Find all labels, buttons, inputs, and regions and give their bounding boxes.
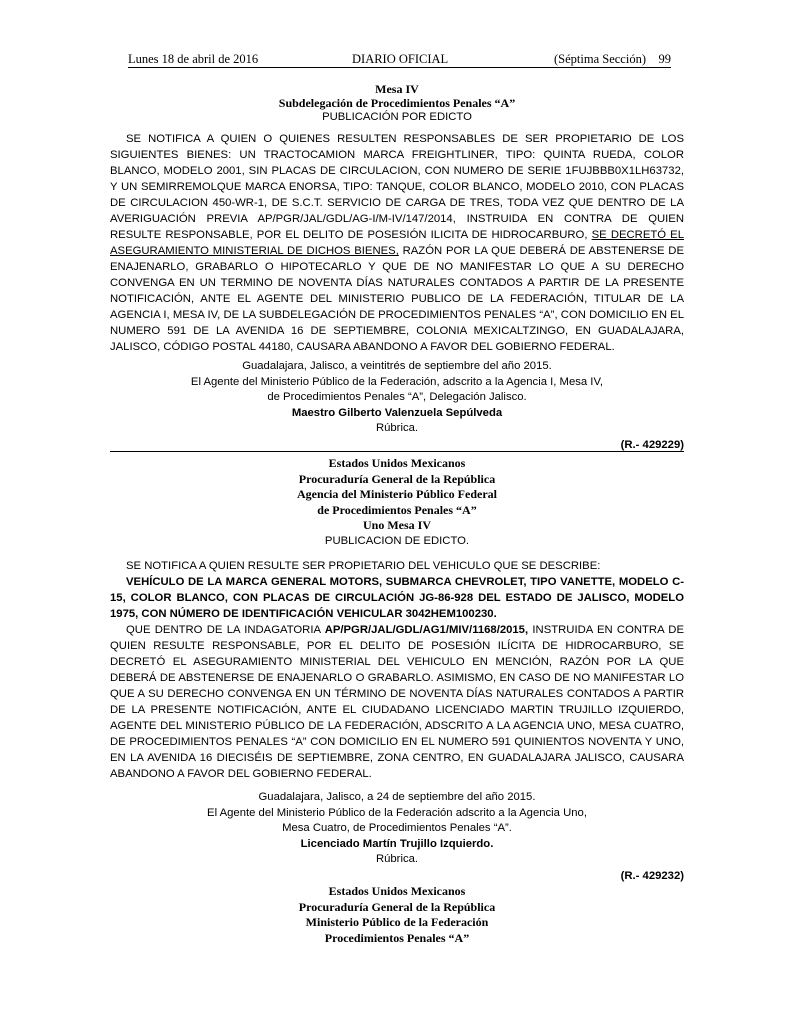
notice-2-reference: (R.- 429232) [620, 869, 684, 882]
notice-2-sign-office: Mesa Cuatro, de Procedimientos Penales “A”. [282, 822, 512, 834]
header-section-page [554, 52, 671, 67]
notice-2-body-part-a: QUE DENTRO DE LA INDAGATORIA [126, 624, 325, 636]
notice-2-heading-country: Estados Unidos Mexicanos [328, 456, 466, 470]
notice-2-heading-publicacion: PUBLICACION DE EDICTO. [324, 534, 470, 547]
notice-1-sign-office: de Procedimientos Penales “A”, Delegación Jalisco. [267, 391, 527, 403]
notice-1-signature-block [110, 359, 684, 437]
notice-1-signer-name: Maestro Gilberto Valenzuela Sepúlveda [291, 406, 503, 419]
notice-2-rubrica: Rúbrica. [375, 853, 419, 865]
notice-2-heading-mesa: Uno Mesa IV [363, 518, 431, 532]
notice-1-body [110, 131, 684, 355]
notice-3-heading-procedimientos: Procedimientos Penales “A” [324, 930, 470, 945]
notice-2-body [110, 622, 684, 782]
notice-2-sign-agent: El Agente del Ministerio Público de la Federación adscrito a la Agencia Uno, [207, 806, 587, 819]
notice-2-intro: SE NOTIFICA A QUIEN RESULTE SER PROPIETARIO DEL VEHICULO QUE SE DESCRIBE: [126, 560, 601, 572]
notice-2-heading-procuraduria: Procuraduría General de la República [298, 471, 496, 486]
notice-2-heading-agencia: Agencia del Ministerio Público Federal [297, 487, 497, 501]
notice-1-sign-agent: El Agente del Ministerio Público de la Federación, adscrito a la Agencia I, Mesa IV, [190, 375, 604, 388]
notice-1-heading-publicacion: PUBLICACIÓN POR EDICTO [322, 111, 472, 123]
notice-2-signature-block [110, 790, 684, 868]
notice-3-heading-ministerio: Ministerio Público de la Federación [305, 915, 489, 929]
notice-1-body-underlined: SE DECRETÓ EL ASEGURAMIENTO MINISTERIAL DE DICHOS BIENES, [110, 229, 684, 257]
notice-1-sign-place-date: Guadalajara, Jalisco, a veintitrés de septiembre del año 2015. [242, 360, 552, 372]
notice-1-heading-mesa: Mesa IV [375, 82, 419, 96]
header-rule [128, 67, 671, 68]
notice-2-case-number: AP/PGR/JAL/GDL/AG1/MIV/1168/2015, [324, 624, 529, 636]
notice-2-heading-procedimientos: de Procedimientos Penales “A” [317, 502, 477, 517]
notice-1-reference: (R.- 429229) [620, 438, 684, 451]
notice-2-signer-name: Licenciado Martín Trujillo Izquierdo. [300, 837, 494, 850]
notice-3-heading-country: Estados Unidos Mexicanos [328, 884, 466, 898]
notice-3-heading-procuraduria: Procuraduría General de la República [298, 899, 496, 914]
notice-1-rubrica: Rúbrica. [375, 422, 419, 434]
notice-1-heading-subdelegacion: Subdelegación de Procedimientos Penales “A” [278, 96, 516, 110]
notice-divider [110, 451, 684, 452]
notice-2-body-part-b: INSTRUIDA EN CONTRA DE QUIEN RESULTE RESPONSABLE, POR EL DELITO DE POSESIÓN ILÍCITA DE HIDROCARBURO, SE DECRETÓ EL ASEGURAMIENTO MINISTERIAL DEL VEHICULO EN MENCIÓN, RAZÓN POR LA QUE DEBERÁ DE ABSTENERSE DE ENAJENARLO O GRABARLO. ASIMISMO, EN CASO DE NO MANIFESTAR LO QUE A SU DERECHO CONVENGA EN UN TÉRMINO DE NOVENTA DÍAS NATURALES CONTADOS A PARTIR DE LA PRESENTE NOTIFICACIÓN, ANTE EL CIUDADANO LICENCIADO MARTIN TRUJILLO IZQUIERDO, AGENTE DEL MINISTERIO PÚBLICO DE LA FEDERACIÓN, ADSCRITO A LA AGENCIA UNO, MESA CUATRO, DE PROCEDIMIENTOS PENALES “A” CON DOMICILIO EN EL NUMERO 591 QUINIENTOS NOVENTA Y UNO, EN LA AVENIDA 16 DIECISÉIS DE SEPTIEMBRE, ZONA CENTRO, EN GUADALAJARA JALISCO, CAUSARA ABANDONO A FAVOR DEL GOBIERNO FEDERAL. [110, 624, 684, 780]
notice-1-body-part-2: RAZÓN POR LA QUE DEBERÁ DE ABSTENERSE DE ENAJENARLO, GRABARLO O HIPOTECARLO Y QUE DE NO MANIFESTAR LO QUE A SU DERECHO CONVENGA EN UN TERMINO DE NOVENTA DÍAS NATURALES CONTADOS A PARTIR DE LA PRESENTE NOTIFICACIÓN, ANTE EL AGENTE DEL MINISTERIO PUBLICO DE LA FEDERACIÓN, TITULAR DE LA AGENCIA I, MESA IV, DE LA SUBDELEGACIÓN DE PROCEDIMIENTOS PENALES “A”, CON DOMICILIO EN EL NUMERO 591 DE LA AVENIDA 16 DE SEPTIEMBRE, COLONIA MEXICALTZINGO, EN GUADALAJARA, JALISCO, CÓDIGO POSTAL 44180, CAUSARA ABANDONO A FAVOR DEL GOBIERNO FEDERAL. [110, 245, 684, 353]
running-header [128, 50, 671, 72]
notice-2-sign-place-date: Guadalajara, Jalisco, a 24 de septiembre del año 2015. [258, 791, 536, 803]
header-date: Lunes 18 de abril de 2016 [128, 52, 259, 66]
header-title: DIARIO OFICIAL [352, 52, 449, 66]
notice-1 [110, 82, 684, 452]
header-section: (Séptima Sección) [554, 52, 646, 66]
header-page-number: 99 [658, 52, 671, 66]
notice-2-vehicle: VEHÍCULO DE LA MARCA GENERAL MOTORS, SUBMARCA CHEVROLET, TIPO VANETTE, MODELO C-15, COLOR BLANCO, CON PLACAS DE CIRCULACIÓN JG-86-928 DEL ESTADO DE JALISCO, MODELO 1975, CON NÚMERO DE IDENTIFICACIÓN VEHICULAR 3042HEM100230. [110, 576, 684, 620]
notice-1-body-part-1: SE NOTIFICA A QUIEN O QUIENES RESULTEN RESPONSABLES DE SER PROPIETARIO DE LOS SIGUIENTES BIENES: UN TRACTOCAMION MARCA FREIGHTLINER, TIPO: QUINTA RUEDA, COLOR BLANCO, MODELO 2001, SIN PLACAS DE CIRCULACION, CON NUMERO DE SERIE 1FUJBBB0X1LH63732, Y UN SEMIRREMOLQUE MARCA ENORSA, TIPO: TANQUE, COLOR BLANCO, MODELO 2010, CON PLACAS DE CIRCULACION 450-WR-1, DE S.C.T. SERVICIO DE CARGA DE TRES, TODA VEZ QUE DENTRO DE LA AVERIGUACIÓN PREVIA AP/PGR/JAL/GDL/AG-I/M-IV/147/2014, INSTRUIDA EN CONTRA DE QUIEN RESULTE RESPONSABLE, POR EL DELITO DE POSESIÓN ILICITA DE HIDROCARBURO, [110, 133, 684, 241]
notice-3 [110, 884, 684, 946]
notice-2 [110, 456, 684, 883]
